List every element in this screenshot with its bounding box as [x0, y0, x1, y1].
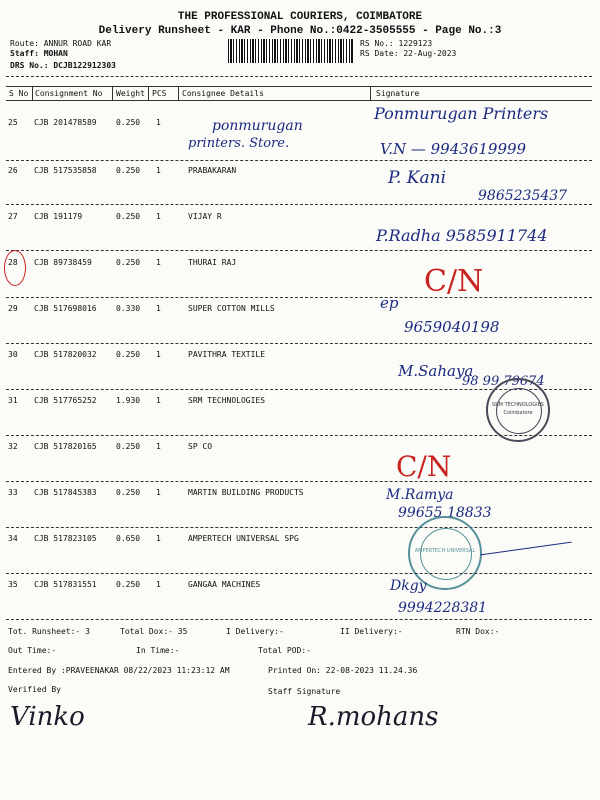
- stamp-text: AMPERTECH UNIVERSAL: [414, 548, 476, 554]
- row-pcs: 1: [156, 166, 161, 175]
- handwritten-signature: ep: [380, 294, 399, 312]
- handwritten-consignee: printers. Store.: [188, 136, 290, 151]
- col-pcs: PCS: [152, 89, 167, 98]
- handwritten-signature: 9994228381: [398, 600, 488, 616]
- handwritten-signature: M.Sahaya: [398, 362, 474, 380]
- row-weight: 0.250: [116, 258, 141, 267]
- row-pcs: 1: [156, 258, 161, 267]
- row-sno: 33: [8, 488, 18, 497]
- row-divider: [6, 204, 592, 205]
- in-time: In Time:-: [136, 646, 180, 655]
- handwritten-cn-mark: C/N: [424, 264, 484, 299]
- row-consignment: CJB 517823105: [34, 534, 97, 543]
- handwritten-signature: 98 99 79674: [462, 374, 545, 389]
- col-rule: [112, 87, 113, 100]
- row-consignee: PRABAKARAN: [188, 166, 237, 175]
- row-divider: [6, 573, 592, 574]
- row-weight: 0.650: [116, 534, 141, 543]
- col-rule: [370, 87, 371, 100]
- handwritten-signature: M.Ramya: [386, 487, 454, 503]
- handwritten-signature: P.Radha 9585911744: [376, 226, 548, 245]
- verifier-signature: Vinko: [10, 702, 85, 732]
- divider: [6, 619, 592, 620]
- col-rule: [32, 87, 33, 100]
- row-sno: 29: [8, 304, 18, 313]
- row-consignment: CJB 517845383: [34, 488, 97, 497]
- handwritten-signature: P. Kani: [388, 168, 447, 188]
- row-pcs: 1: [156, 396, 161, 405]
- row-consignee: SP CO: [188, 442, 213, 451]
- row-consignee: SRM TECHNOLOGIES: [188, 396, 266, 405]
- row-consignee: THURAI RAJ: [188, 258, 237, 267]
- row-weight: 0.250: [116, 350, 141, 359]
- row-sno: 34: [8, 534, 18, 543]
- row-sno: 32: [8, 442, 18, 451]
- row-pcs: 1: [156, 534, 161, 543]
- row-pcs: 1: [156, 488, 161, 497]
- row-consignment: CJB 191179: [34, 212, 83, 221]
- row-consignment: CJB 517765252: [34, 396, 97, 405]
- handwritten-signature: 9865235437: [478, 188, 568, 204]
- row-sno: 31: [8, 396, 18, 405]
- divider: [6, 76, 592, 77]
- ii-delivery: II Delivery:-: [340, 627, 403, 636]
- stamp-text: Coimbatore: [503, 410, 533, 416]
- row-weight: 0.250: [116, 580, 141, 589]
- entered-by: Entered By :PRAVEENAKAR 08/22/2023 11:23:12 AM: [8, 666, 230, 675]
- row-sno: 27: [8, 212, 18, 221]
- i-delivery: I Delivery:-: [226, 627, 284, 636]
- row-consignment: CJB 517535858: [34, 166, 97, 175]
- staff-handwritten-signature: R.mohans: [308, 702, 439, 732]
- table-header: [6, 86, 592, 101]
- handwritten-signature: 99655 18833: [398, 505, 492, 521]
- stamp-text: SRM TECHNOLOGIES: [492, 402, 544, 408]
- row-divider: [6, 160, 592, 161]
- drs-number: DRS No.: DCJB122912303: [10, 61, 116, 70]
- row-pcs: 1: [156, 580, 161, 589]
- rs-number: RS No.: 1229123: [360, 39, 433, 48]
- row-sno: 26: [8, 166, 18, 175]
- col-consignment: Consignment No: [35, 89, 103, 98]
- row-sno: 25: [8, 118, 18, 127]
- printed-on: Printed On: 22-08-2023 11.24.36: [268, 666, 418, 675]
- row-pcs: 1: [156, 212, 161, 221]
- row-consignee: SUPER COTTON MILLS: [188, 304, 275, 313]
- row-consignee: VIJAY R: [188, 212, 222, 221]
- row-sno: 30: [8, 350, 18, 359]
- rtn-dox: RTN Dox:-: [456, 627, 500, 636]
- row-consignee: AMPERTECH UNIVERSAL SPG: [188, 534, 299, 543]
- verified-by-label: Verified By: [8, 685, 61, 694]
- total-runsheet: Tot. Runsheet:- 3: [8, 627, 90, 636]
- col-sno: S No: [9, 89, 29, 98]
- staff-signature-label: Staff Signature: [268, 687, 341, 696]
- rs-date: RS Date: 22-Aug-2023: [360, 49, 457, 58]
- row-pcs: 1: [156, 350, 161, 359]
- row-sno: 35: [8, 580, 18, 589]
- red-circle-mark: [4, 250, 26, 286]
- out-time: Out Time:-: [8, 646, 57, 655]
- barcode: [228, 39, 354, 63]
- row-weight: 0.250: [116, 166, 141, 175]
- handwritten-consignee: ponmurugan: [212, 118, 303, 134]
- row-consignment: CJB 517820032: [34, 350, 97, 359]
- row-divider: [6, 297, 592, 298]
- signature-stroke: [480, 542, 571, 556]
- col-rule: [178, 87, 179, 100]
- route-label: Route: ANNUR ROAD KAR: [10, 39, 112, 48]
- row-consignment: CJB 517831551: [34, 580, 97, 589]
- row-pcs: 1: [156, 304, 161, 313]
- srm-company-stamp: [486, 378, 550, 442]
- row-divider: [6, 435, 592, 436]
- row-consignee: PAVITHRA TEXTILE: [188, 350, 266, 359]
- row-weight: 0.330: [116, 304, 141, 313]
- row-weight: 0.250: [116, 488, 141, 497]
- row-consignment: CJB 89738459: [34, 258, 92, 267]
- handwritten-signature: Dkgy: [390, 578, 427, 594]
- row-divider: [6, 343, 592, 344]
- row-weight: 1.930: [116, 396, 141, 405]
- row-consignee: GANGAA MACHINES: [188, 580, 261, 589]
- handwritten-cn-mark: C/N: [396, 450, 452, 483]
- col-signature: Signature: [376, 89, 420, 98]
- handwritten-signature: Ponmurugan Printers: [374, 104, 549, 123]
- row-sno: 28: [8, 258, 18, 267]
- row-consignee: MARTIN BUILDING PRODUCTS: [188, 488, 304, 497]
- col-weight: Weight: [116, 89, 145, 98]
- row-weight: 0.250: [116, 118, 141, 127]
- company-title: THE PROFESSIONAL COURIERS, COIMBATORE: [177, 11, 423, 23]
- row-consignment: CJB 201478589: [34, 118, 97, 127]
- col-consignee: Consignee Details: [182, 89, 264, 98]
- handwritten-signature: 9659040198: [404, 318, 500, 336]
- row-weight: 0.250: [116, 442, 141, 451]
- row-weight: 0.250: [116, 212, 141, 221]
- row-pcs: 1: [156, 118, 161, 127]
- handwritten-signature: V.N — 9943619999: [380, 140, 527, 158]
- col-rule: [148, 87, 149, 100]
- row-divider: [6, 481, 592, 482]
- row-pcs: 1: [156, 442, 161, 451]
- row-divider: [6, 527, 592, 528]
- row-consignment: CJB 517698016: [34, 304, 97, 313]
- staff-label: Staff: MOHAN: [10, 49, 68, 58]
- row-divider: [6, 250, 592, 251]
- runsheet-subtitle: Delivery Runsheet - KAR - Phone No.:0422-3505555 - Page No.:3: [98, 25, 502, 37]
- total-dox: Total Dox:- 35: [120, 627, 188, 636]
- total-pod: Total POD:-: [258, 646, 311, 655]
- row-consignment: CJB 517820165: [34, 442, 97, 451]
